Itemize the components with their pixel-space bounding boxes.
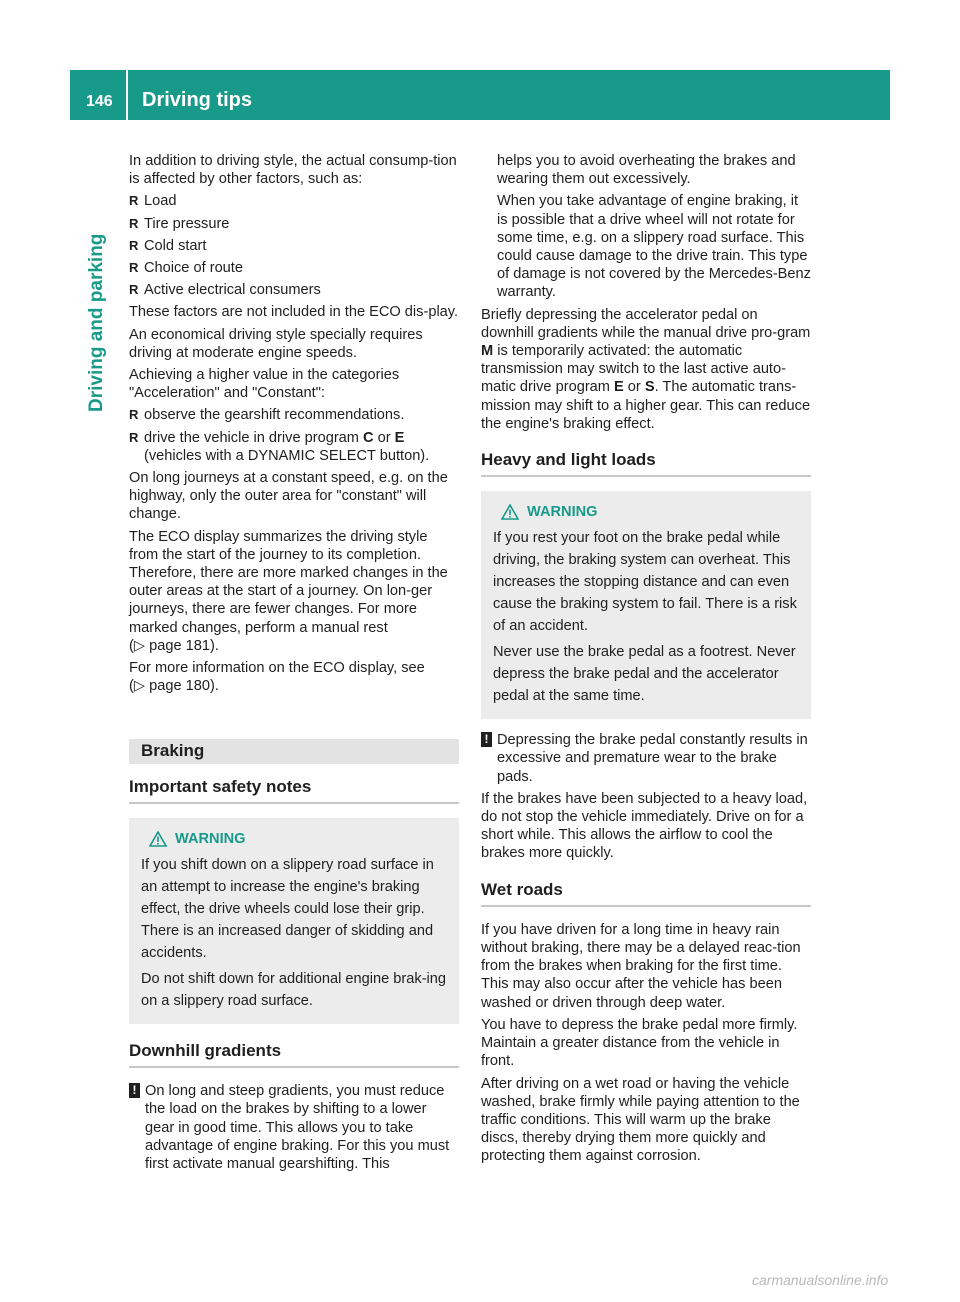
warning-label: WARNING (175, 830, 246, 847)
list-item: R Active electrical consumers (129, 281, 459, 299)
warning-text: If you shift down on a slippery road surface in an attempt to increase the engine's braking effect, the drive wheels could lose their grip. There is an increased danger of skidding and accidents. (141, 856, 434, 961)
list-item: R Choice of route (129, 259, 459, 277)
long-journeys-paragraph: On long journeys at a constant speed, e.g. on the highway, only the outer area for "constant" will change. (129, 470, 448, 523)
continued-paragraph: When you take advantage of engine braking, it is possible that a drive wheel will not rotate for some time, e.g. on a slippery road surface. This could cause damage to the drive train. This type of damage is not covered by the Mercedes-Benz warranty. (497, 193, 811, 301)
warning-text: Do not shift down for additional engine brak-ing on a slippery road surface. (141, 970, 447, 1009)
list-item: R Cold start (129, 237, 459, 255)
subheading-loads: Heavy and light loads (481, 451, 811, 477)
page-reference-link[interactable]: (▷ page 181). (129, 637, 219, 654)
list-item: R drive the vehicle in drive program C or E (vehicles with a DYNAMIC SELECT button). (129, 429, 459, 465)
wet-paragraph: If you have driven for a long time in heavy rain without braking, there may be a delayed reac-tion from the brakes when braking for the first time. This may also occur after the vehicle has been washed or driven through deep water. (481, 921, 801, 1011)
warning-triangle-icon (149, 831, 167, 847)
list-item: R Tire pressure (129, 215, 459, 233)
watermark: carmanualsonline.info (752, 1272, 889, 1288)
warning-label: WARNING (527, 504, 598, 521)
page-title: Driving tips (142, 89, 253, 111)
right-column (481, 152, 811, 1170)
economical-paragraph: An economical driving style specially requires driving at moderate engine speeds. (129, 326, 423, 361)
exclamation-icon: ! (481, 732, 492, 747)
warning-box (481, 491, 811, 719)
chapter-side-label: Driving and parking (86, 233, 107, 412)
wet-paragraph: After driving on a wet road or having the vehicle washed, brake firmly while paying attention to the traffic conditions. This will warm up the brake discs, thereby drying them more quickly and protecting them against corrosion. (481, 1075, 800, 1165)
section-heading-braking: Braking (129, 739, 459, 763)
header-divider (126, 70, 128, 120)
heavy-load-paragraph: If the brakes have been subjected to a heavy load, do not stop the vehicle immediately. Drive on for a short while. This allows the airflow to cool the brakes more quickly. (481, 790, 808, 862)
warning-text: Never use the brake pedal as a footrest. Never depress the brake pedal and the accelerator pedal at the same time. (493, 644, 796, 705)
more-info-paragraph: For more information on the ECO display, see (▷ page 180). (129, 660, 425, 695)
wet-paragraph: You have to depress the brake pedal more firmly. Maintain a greater distance from the vehicle in front. (481, 1016, 798, 1070)
page-number: 146 (86, 93, 113, 110)
list-item: R observe the gearshift recommendations. (129, 406, 459, 424)
accelerator-paragraph: Briefly depressing the accelerator pedal on downhill gradients while the manual drive pro-gram M is temporarily activated: the automatic transmission may switch to the last active auto-matic drive program E or S. The automatic trans-mission may shift to a higher gear. This can reduce the engine's braking effect. (481, 306, 811, 432)
notice-paragraph: ! On long and steep gradients, you must reduce the load on the brakes by shifting to a lower gear in good time. This allows you to take advantage of engine braking. For this you must first activate manual gearshifting. This (129, 1082, 459, 1173)
continued-paragraph: helps you to avoid overheating the brakes and wearing them out excessively. (497, 153, 796, 188)
warning-box (129, 818, 459, 1024)
list-item: R Load (129, 192, 459, 210)
warning-text: If you rest your foot on the brake pedal while driving, the braking system can overheat. This increases the stopping distance and can even cause the braking system to fail. There is a risk of an accident. (493, 530, 797, 635)
eco-paragraph: These factors are not included in the ECO dis-play. (129, 304, 459, 321)
subheading-downhill: Downhill gradients (129, 1042, 459, 1068)
warning-triangle-icon (501, 504, 519, 520)
subheading-safety-notes: Important safety notes (129, 778, 459, 804)
page-reference-link[interactable]: (▷ page 180). (129, 678, 219, 695)
subheading-wet-roads: Wet roads (481, 881, 811, 907)
achieving-paragraph: Achieving a higher value in the categories "Acceleration" and "Constant": (129, 367, 400, 402)
summary-paragraph: The ECO display summarizes the driving style from the start of the journey to its completion. Therefore, there are more marked changes in the outer areas at the start of a journey. On lon-ger journeys, there are fewer changes. For more marked changes, perform a manual rest (▷ page 181). (129, 528, 448, 654)
intro-paragraph: In addition to driving style, the actual consump-tion is affected by other factors, such as: (129, 153, 457, 188)
notice-paragraph: ! Depressing the brake pedal constantly results in excessive and premature wear to the brake pads. (481, 731, 811, 786)
left-column (129, 152, 459, 1177)
exclamation-icon: ! (129, 1083, 140, 1098)
